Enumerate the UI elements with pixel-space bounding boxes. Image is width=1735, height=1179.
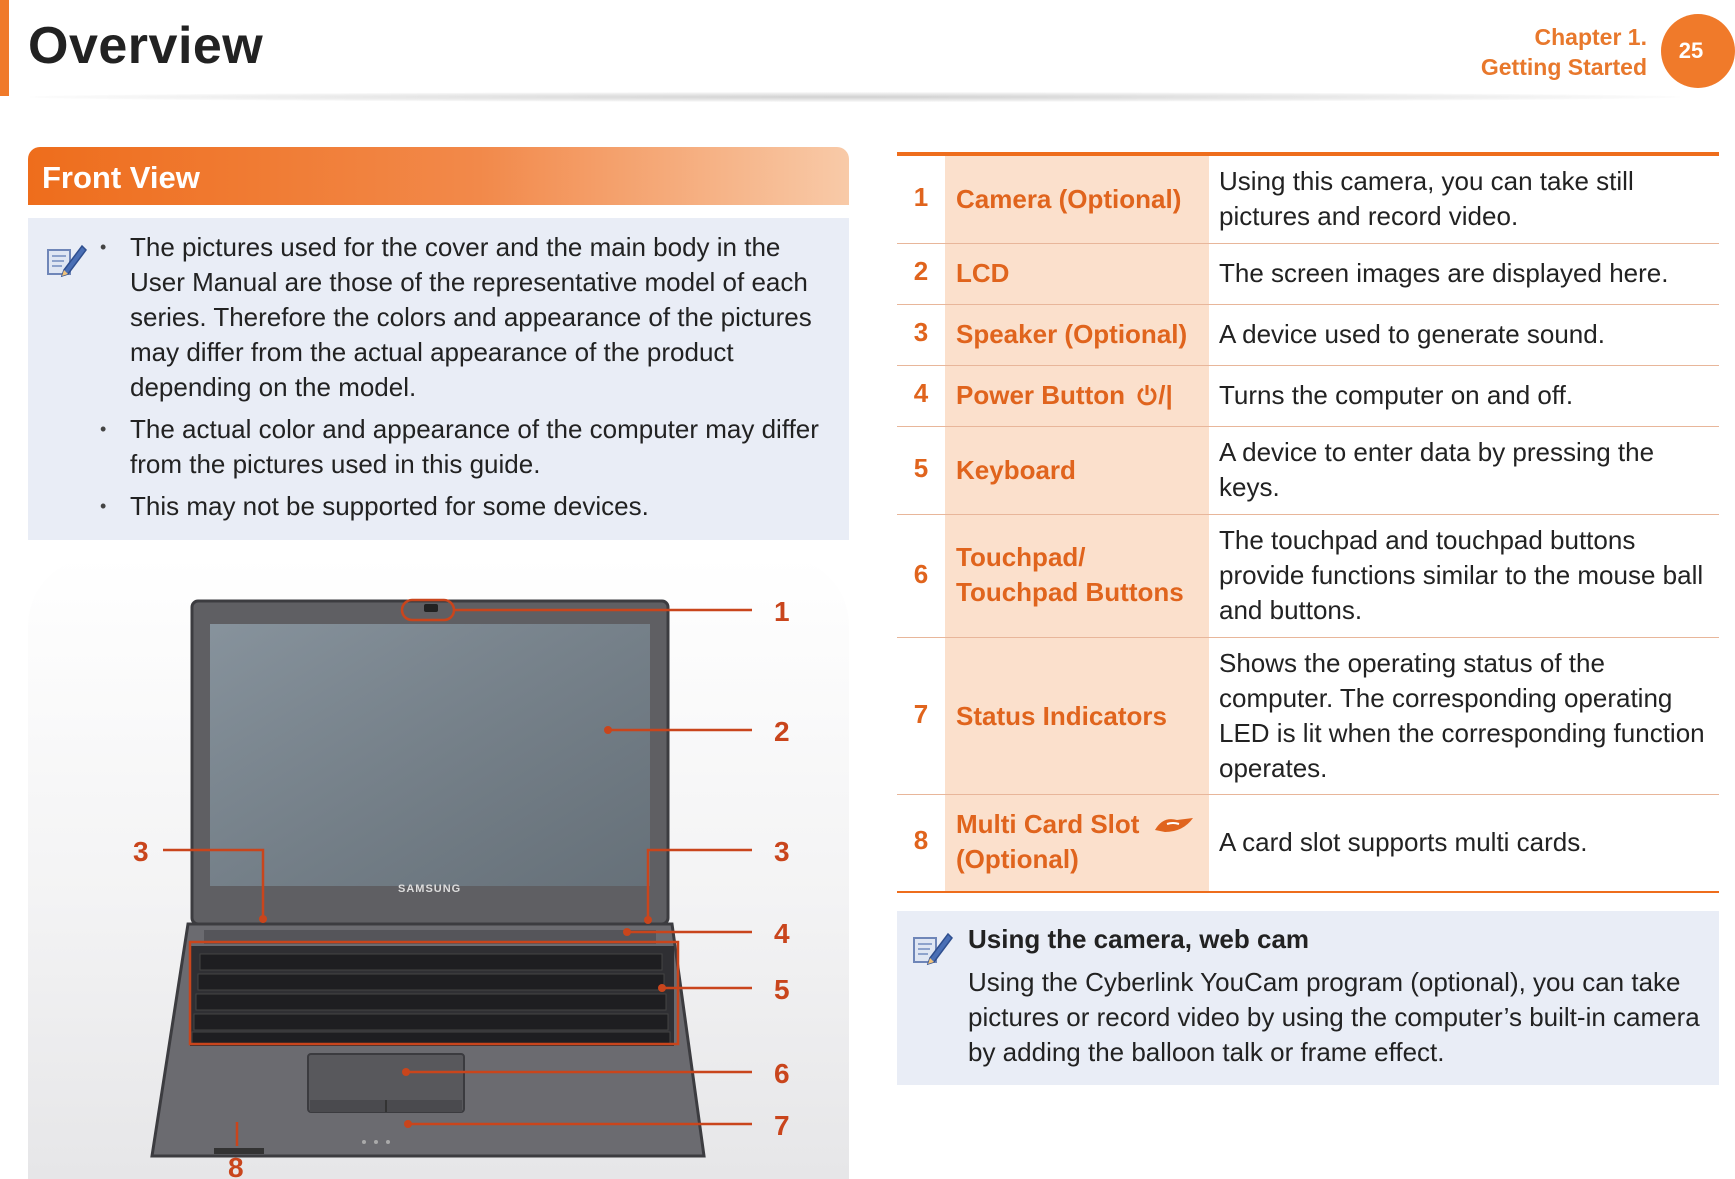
row-name [956,807,1196,877]
table-bottom-rule [897,891,1719,893]
power-button-suffix: /| [1158,380,1173,410]
note-item: • The actual color and appearance of the computer may differ from the pictures used in this guide. [100,412,840,482]
row-desc: The touchpad and touchpad buttons provide functions similar to the mouse ball and buttons. [1219,525,1704,625]
chapter-name: Getting Started [1480,54,1647,80]
note-pencil-icon [910,928,954,968]
card-slot-optional: (Optional) [956,844,1079,874]
camera-note-body: Using the Cyberlink YouCam program (optional), you can take pictures or record video by using the computer’s built-in camera by adding the balloon talk or frame effect. [968,967,1700,1067]
laptop-figure [28,556,849,1179]
row-name: Camera (Optional) [956,184,1182,214]
page-title: Overview [28,17,264,75]
table-row [897,244,1719,305]
power-button-label: Power Button [956,380,1125,410]
sd-card-icon [1153,814,1195,836]
row-name: LCD [956,258,1010,288]
row-desc: A device used to generate sound. [1219,319,1605,349]
row-desc: A card slot supports multi cards. [1219,827,1588,857]
callout-3-right: 3 [774,836,790,867]
front-view-heading: Front View [28,147,849,205]
row-desc: Turns the computer on and off. [1219,380,1574,410]
row-desc: Shows the operating status of the computer. The corresponding operating LED is lit when the corresponding function operates. [1219,648,1705,783]
row-number: 3 [913,317,929,347]
note-list [100,230,840,531]
table-row [897,427,1719,515]
table-row [897,515,1719,638]
note-pencil-icon [44,240,88,280]
table-row [897,305,1719,366]
page-number: 25 [1661,14,1735,88]
row-desc: Using this camera, you can take still pictures and record video. [1219,166,1634,231]
note-item: • This may not be supported for some devices. [100,489,840,524]
row-name: Touchpad/ Touchpad Buttons [956,542,1184,607]
callout-4: 4 [774,918,790,949]
callout-2: 2 [774,716,790,747]
row-number: 1 [913,182,929,212]
card-slot-label: Multi Card Slot [956,809,1140,839]
row-name: Keyboard [956,455,1076,485]
row-name: Status Indicators [956,701,1167,731]
callout-8: 8 [228,1152,244,1179]
table-row [897,366,1719,427]
table-row [897,156,1719,244]
row-number: 8 [913,825,929,855]
power-icon [1136,383,1158,407]
row-name [956,378,1196,413]
note-item: • The pictures used for the cover and the main body in the User Manual are those of the representative model of each series. Therefore the colors and appearance of the pictures may differ from the actual appearance of the product depending on the model. [100,230,840,405]
table-row [897,638,1719,795]
row-number: 2 [913,256,929,286]
chapter-label [1481,22,1647,82]
callout-6: 6 [774,1058,790,1089]
row-desc: The screen images are displayed here. [1219,258,1669,288]
row-number: 4 [913,378,929,408]
camera-note-title: Using the camera, web cam [968,924,1310,954]
callout-7: 7 [774,1110,790,1141]
callout-1: 1 [774,596,790,627]
chapter-number: Chapter 1. [1534,24,1647,50]
callout-lines [28,556,849,1179]
row-number: 7 [913,699,929,729]
header-divider [30,92,1680,102]
row-number: 6 [913,559,929,589]
callout-3-left: 3 [133,836,149,867]
brand-label: SAMSUNG [398,883,462,895]
row-desc: A device to enter data by pressing the keys. [1219,437,1655,502]
row-name: Speaker (Optional) [956,319,1188,349]
row-number: 5 [913,453,929,483]
callout-5: 5 [774,974,790,1005]
table-row [897,795,1719,891]
header-accent-bar [0,0,9,96]
